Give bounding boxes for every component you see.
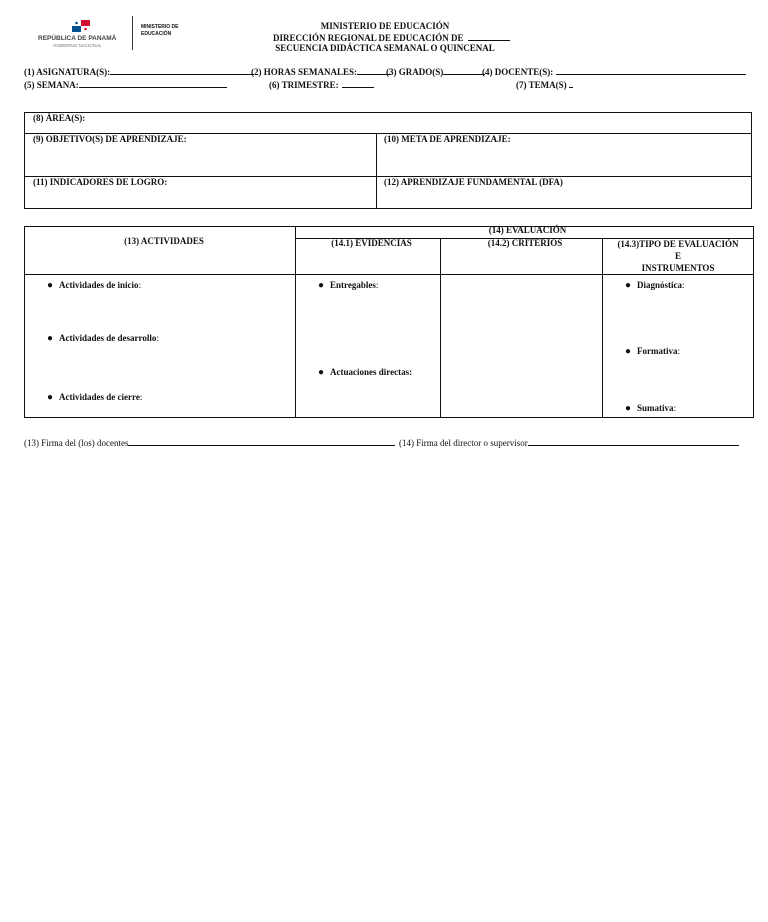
firma-director-label: (14) Firma del director o supervisor <box>399 438 528 448</box>
tema-label: (7) TEMA(S) <box>516 80 567 90</box>
list-item <box>318 367 412 378</box>
field-asignatura <box>24 66 254 77</box>
firma-docentes-label: (13) Firma del (los) docentes <box>24 438 129 448</box>
tema-input[interactable] <box>569 79 573 88</box>
meta-label: (10) META DE APRENDIZAJE: <box>384 134 511 144</box>
logo-country: REPÚBLICA DE PANAMÁ <box>38 35 117 42</box>
horas-label: (2) HORAS SEMANALES: <box>251 67 358 77</box>
indicadores-label: (11) INDICADORES DE LOGRO: <box>33 177 168 187</box>
field-docente <box>482 66 746 77</box>
tipo-header-line1: (14.3)TIPO DE EVALUACIÓN <box>617 239 739 249</box>
criterios-header: (14.2) CRITERIOS <box>487 238 563 248</box>
list-item: ● Formativa: <box>625 346 680 357</box>
sumativa-label: Sumativa <box>637 403 674 413</box>
actividades-header: (13) ACTIVIDADES <box>124 236 204 246</box>
act-desarrollo-label: Actividades de desarrollo <box>59 333 157 343</box>
header-title: SECUENCIA DIDÁCTICA SEMANAL O QUINCENAL <box>275 43 495 53</box>
field-semana <box>24 79 227 90</box>
asignatura-label: (1) ASIGNATURA(S): <box>24 67 111 77</box>
semana-input[interactable] <box>79 79 227 88</box>
grado-label: (3) GRADO(S) <box>386 67 444 77</box>
diagnostica-label: Diagnóstica <box>637 280 683 290</box>
trimestre-input[interactable] <box>342 79 374 88</box>
actuaciones-label: Actuaciones directas: <box>330 367 413 377</box>
logo-ministry-line2: EDUCACIÓN <box>141 31 172 37</box>
objetivo-label: (9) OBJETIVO(S) DE APRENDIZAJE: <box>33 134 187 144</box>
formativa-label: Formativa <box>637 346 678 356</box>
field-trimestre <box>269 79 374 90</box>
trimestre-label: (6) TRIMESTRE: <box>269 80 339 90</box>
list-item: ● Actividades de inicio: <box>47 280 141 291</box>
asignatura-input[interactable] <box>110 66 254 75</box>
field-horas <box>251 66 391 77</box>
regional-blank-line[interactable] <box>468 32 510 41</box>
list-item: ● Sumativa: <box>625 403 676 414</box>
grado-input[interactable] <box>443 66 485 75</box>
tipo-header <box>602 238 754 275</box>
list-item: ● Actividades de desarrollo: <box>47 333 159 344</box>
tipo-header-line2: E <box>674 251 681 261</box>
semana-label: (5) SEMANA: <box>24 80 79 90</box>
act-inicio-label: Actividades de inicio <box>59 280 139 290</box>
area-label: (8) ÁREA(S): <box>33 113 86 123</box>
ministry-logo <box>36 14 186 50</box>
docente-label: (4) DOCENTE(S): <box>482 67 554 77</box>
header-regional <box>273 32 510 43</box>
firma-director-line[interactable] <box>528 437 739 446</box>
logo-divider <box>132 16 133 50</box>
logo-government: GOBIERNO NACIONAL <box>53 43 102 48</box>
aprendizaje-label: (12) APRENDIZAJE FUNDAMENTAL (DFA) <box>384 177 563 187</box>
signature-director <box>399 437 739 448</box>
docente-input[interactable] <box>556 66 746 75</box>
act-cierre-label: Actividades de cierre <box>59 392 140 402</box>
list-item: ● Actividades de cierre: <box>47 392 142 403</box>
list-item: ● Entregables: <box>318 280 378 291</box>
signature-docentes <box>24 437 395 448</box>
header-regional-text: DIRECCIÓN REGIONAL DE EDUCACIÓN DE <box>273 33 464 43</box>
logo-ministry-line1: MINISTERIO DE <box>141 24 179 30</box>
entregables-label: Entregables <box>330 280 376 290</box>
field-grado <box>386 66 485 77</box>
table-area-objectives <box>24 112 752 209</box>
list-item: ● Diagnóstica: <box>625 280 685 291</box>
field-tema <box>516 79 573 90</box>
panama-flag-icon <box>72 20 90 32</box>
evaluacion-header: (14) EVALUACIÓN <box>488 225 567 235</box>
firma-docentes-line[interactable] <box>128 437 395 446</box>
evidencias-header: (14.1) EVIDENCIAS <box>331 238 412 248</box>
header-ministry: MINISTERIO DE EDUCACIÓN <box>320 21 450 31</box>
tipo-header-line3: INSTRUMENTOS <box>641 263 715 273</box>
